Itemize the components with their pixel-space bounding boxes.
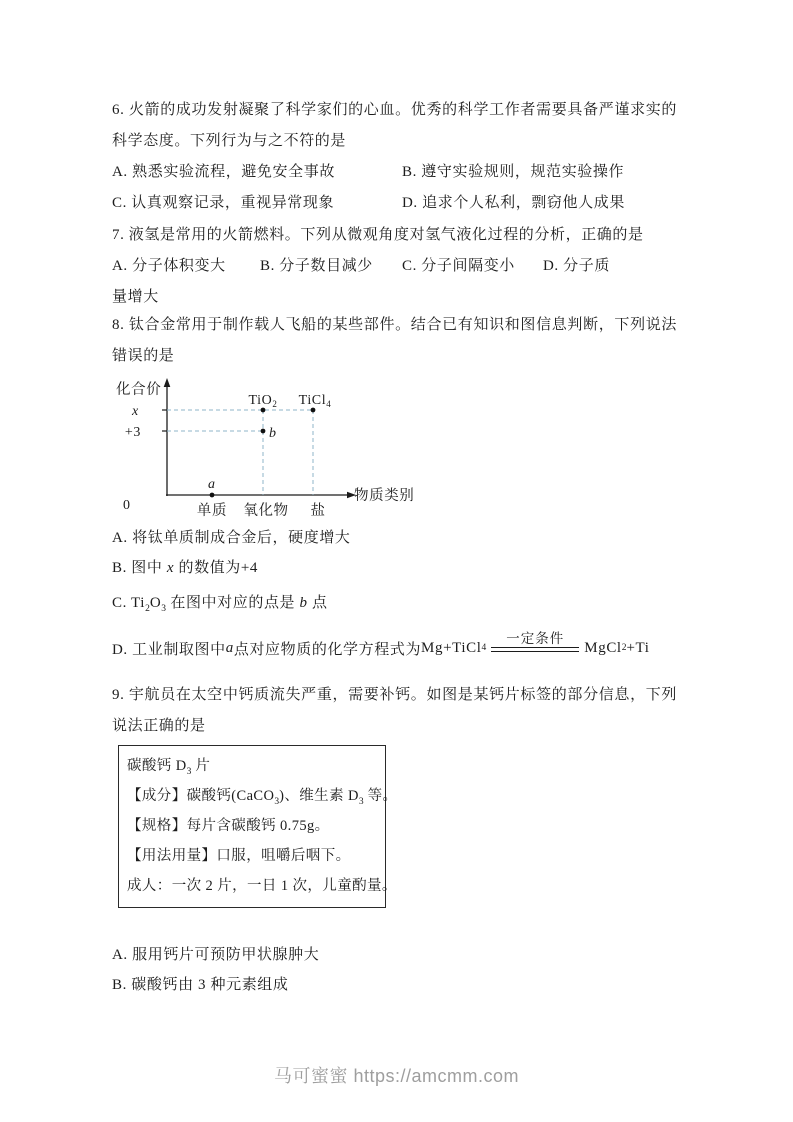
valence-category-chart <box>108 376 428 528</box>
question-8-option-b: B. 图中 x 的数值为+4 <box>112 560 259 576</box>
category-oxide-label: 氧化物 <box>243 503 289 519</box>
question-8-option-a: A. 将钛单质制成合金后，硬度增大 <box>112 530 351 546</box>
origin-label: 0 <box>123 498 131 513</box>
question-9-stem: 9. 宇航员在太空中钙质流失严重，需要补钙。如图是某钙片标签的部分信息，下列说法正确的是 <box>112 687 677 734</box>
point-b <box>261 429 266 434</box>
category-element-label: 单质 <box>196 503 228 519</box>
label-dosage: 成人：一次 2 片，一日 1 次，儿童酌量。 <box>127 878 397 894</box>
point-b-label: b <box>269 426 277 441</box>
y-axis-arrow-icon <box>164 378 171 387</box>
question-6-options <box>112 157 677 219</box>
tio2-label: TiO$_2$ <box>248 393 278 409</box>
point-a-label: a <box>208 477 216 492</box>
question-7-options <box>112 251 677 313</box>
label-ingredients: 【成分】碳酸钙(CaCO$_3$)、维生素 $D_3$ 等。 <box>127 788 398 807</box>
reaction-condition: 一定条件 <box>491 631 579 652</box>
question-6-option-a: A. 熟悉实验流程，避免安全事故 <box>112 164 335 180</box>
question-8-option-d: D. 工业制取图中 a 点对应物质的化学方程式为 Mg+TiCl 4 一定条件 MgCl 2 +Ti <box>112 630 650 658</box>
question-6-option-b: B. 遵守实验规则，规范实验操作 <box>402 164 625 180</box>
label-usage: 【用法用量】口服，咀嚼后咽下。 <box>127 848 351 864</box>
question-7-option-b: B. 分子数目减少 <box>260 258 373 274</box>
site-watermark: 马可蜜蜜 https://amcmm.com <box>273 1066 520 1086</box>
point-ticl4 <box>311 408 316 413</box>
question-8-stem: 8. 钛合金常用于制作载人飞船的某些部件。结合已有知识和图信息判断，下列说法错误的是 <box>112 317 677 364</box>
question-7-option-d-part1: D. 分子质 <box>543 258 610 274</box>
question-9-option-b: B. 碳酸钙由 3 种元素组成 <box>112 977 289 993</box>
question-8-option-c: C. $Ti_2O_3$ 在图中对应的点是 b 点 <box>112 595 328 614</box>
point-tio2 <box>261 408 266 413</box>
question-9-option-a: A. 服用钙片可预防甲状腺肿大 <box>112 947 320 963</box>
ticl4-label: TiCl$_4$ <box>298 393 332 409</box>
question-6-option-c: C. 认真观察记录，重视异常现象 <box>112 195 335 211</box>
question-7-option-a: A. 分子体积变大 <box>112 258 226 274</box>
double-equals-line <box>491 647 579 652</box>
category-salt-label: 盐 <box>310 503 326 519</box>
y-axis-label: 化合价 <box>116 382 162 398</box>
question-7-option-d-part2: 量增大 <box>112 289 159 305</box>
point-a <box>210 493 215 498</box>
label-title: 碳酸钙 $D_3$ 片 <box>127 758 211 777</box>
ytick-plus3-label: +3 <box>124 425 141 440</box>
question-7-stem: 7. 液氢是常用的火箭燃料。下列从微观角度对氢气液化过程的分析，正确的是 <box>112 227 644 243</box>
label-specification: 【规格】每片含碳酸钙 0.75g。 <box>127 818 330 834</box>
question-7-option-c: C. 分子间隔变小 <box>402 258 515 274</box>
question-6-stem: 6. 火箭的成功发射凝聚了科学家们的心血。优秀的科学工作者需要具备严谨求实的科学态度。下列行为与之不符的是 <box>112 102 677 149</box>
x-axis-label: 物质类别 <box>354 488 415 504</box>
ytick-x-label: x <box>132 404 139 419</box>
question-6-option-d: D. 追求个人私利，剽窃他人成果 <box>402 195 625 211</box>
calcium-tablet-label-box <box>118 745 398 908</box>
